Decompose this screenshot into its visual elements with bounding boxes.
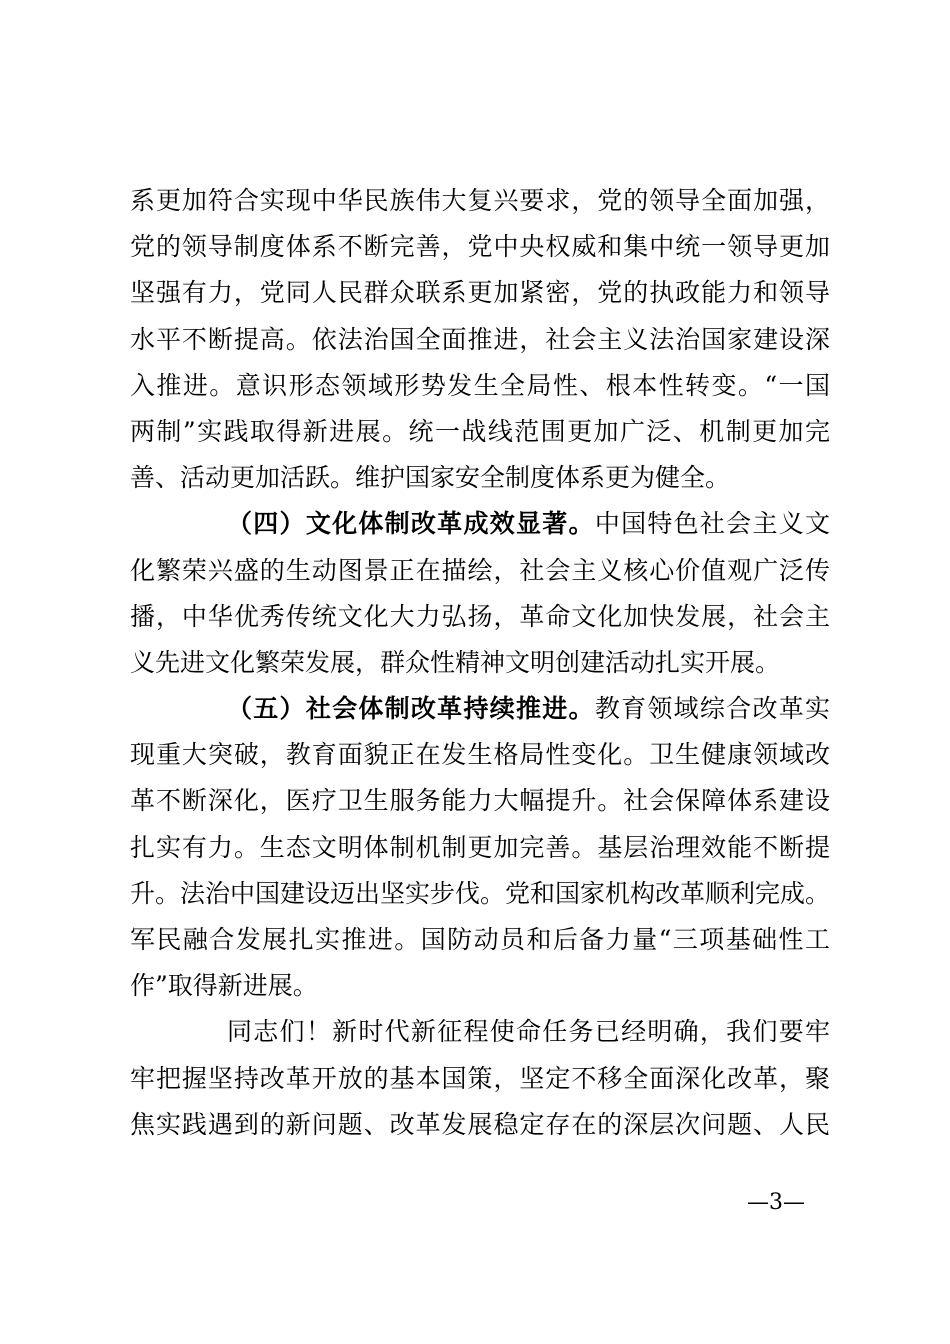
paragraph-line: 扎实有力。生态文明体制机制更加完善。基层治理效能不断提	[130, 832, 830, 862]
section-four-paragraph	[130, 501, 830, 686]
paragraph-line: 两制”实践取得新进展。统一战线范围更加广泛、机制更加完	[130, 416, 830, 446]
paragraph-line: 坚强有力，党同人民群众联系更加紧密，党的执政能力和领导	[130, 278, 830, 308]
paragraph-line: 入推进。意识形态领域形势发生全局性、根本性转变。“一国	[130, 370, 830, 400]
paragraph-line: 现重大突破，教育面貌正在发生格局性变化。卫生健康领域改	[130, 740, 830, 770]
closing-paragraph	[130, 1009, 830, 1148]
paragraph-line: 升。法治中国建设迈出坚实步伐。党和国家机构改革顺利完成。	[130, 878, 831, 908]
paragraph-line: 作”取得新进展。	[130, 971, 318, 1001]
section-five-first-line	[130, 686, 830, 732]
continued-paragraph	[130, 178, 830, 501]
paragraph-line: 系更加符合实现中华民族伟大复兴要求，党的领导全面加强，	[130, 186, 830, 215]
section-five-heading: （五）社会体制改革持续推进。	[227, 694, 595, 724]
paragraph-line: 化繁荣兴盛的生动图景正在描绘，社会主义核心价值观广泛传	[130, 555, 830, 585]
paragraph-line: 党的领导制度体系不断完善，党中央权威和集中统一领导更加	[130, 232, 830, 262]
section-four-first-line	[130, 501, 830, 547]
section-four-first-line-text: 中国特色社会主义文	[594, 509, 830, 539]
paragraph-line: 善、活动更加活跃。维护国家安全制度体系更为健全。	[130, 463, 731, 493]
paragraph-line: 水平不断提高。依法治国全面推进，社会主义法治国家建设深	[130, 324, 830, 354]
paragraph-line: 播，中华优秀传统文化大力弘扬，革命文化加快发展，社会主	[130, 601, 830, 631]
paragraph-line: 军民融合发展扎实推进。国防动员和后备力量“三项基础性工	[130, 925, 830, 954]
paragraph-line: 革不断深化，医疗卫生服务能力大幅提升。社会保障体系建设	[130, 786, 830, 816]
paragraph-line: 牢把握坚持改革开放的基本国策，坚定不移全面深化改革，聚	[130, 1063, 830, 1093]
section-four-heading: （四）文化体制改革成效显著。	[227, 509, 595, 539]
page-number: —3—	[747, 1190, 805, 1215]
section-five-first-line-text: 教育领域综合改革实	[594, 694, 830, 724]
document-body	[130, 178, 830, 1148]
paragraph-line: 义先进文化繁荣发展，群众性精神文明创建活动扎实开展。	[130, 647, 781, 677]
paragraph-line: 同志们！新时代新征程使命任务已经明确，我们要牢	[227, 1017, 830, 1047]
paragraph-line: 焦实践遇到的新问题、改革发展稳定存在的深层次问题、人民	[130, 1109, 830, 1139]
section-five-paragraph	[130, 686, 830, 1009]
